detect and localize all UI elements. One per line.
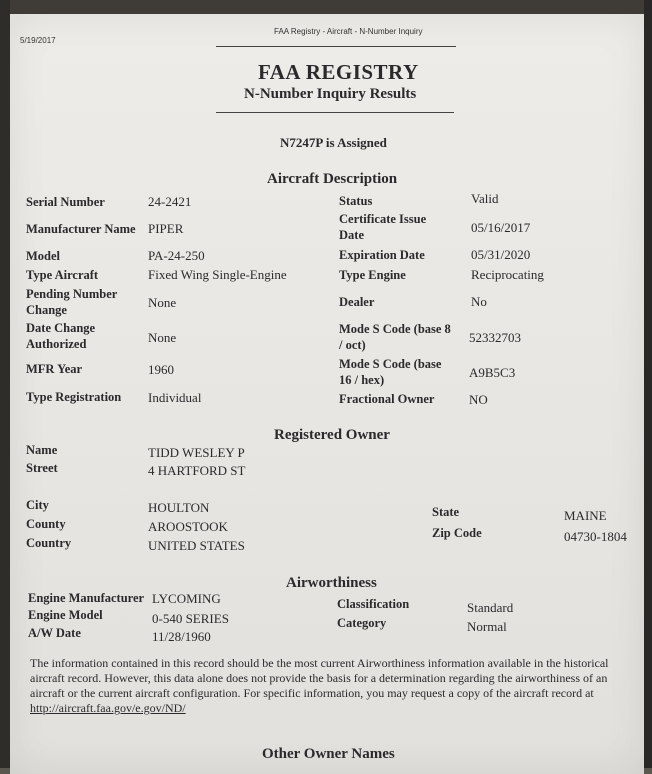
type-registration-value: Individual	[148, 390, 202, 405]
type-engine-value: Reciprocating	[471, 267, 544, 282]
pending-number-change-label: Pending Number	[26, 287, 118, 301]
date-change-authorized-value: None	[148, 330, 177, 345]
engine-manufacturer-label: Engine Manufacturer	[28, 591, 145, 605]
page-title: FAA REGISTRY	[258, 60, 419, 84]
model-value: PA-24-250	[148, 248, 205, 263]
print-date: 5/19/2017	[20, 36, 56, 45]
type-engine-label: Type Engine	[339, 268, 406, 282]
type-aircraft-value: Fixed Wing Single-Engine	[148, 267, 287, 282]
expiration-date-label: Expiration Date	[339, 248, 425, 262]
breadcrumb: FAA Registry - Aircraft - N-Number Inquiry	[274, 27, 423, 36]
owner-city-label: City	[26, 498, 49, 512]
date-change-authorized-label-2: Authorized	[26, 337, 87, 351]
owner-county-label: County	[26, 517, 66, 531]
serial-number-value: 24-2421	[148, 194, 192, 209]
manufacturer-name-label: Manufacturer Name	[26, 222, 136, 236]
certificate-issue-date-label: Certificate Issue	[339, 212, 427, 226]
serial-number-label: Serial Number	[26, 195, 105, 209]
owner-county-value: AROOSTOOK	[148, 519, 228, 534]
owner-zip-label: Zip Code	[432, 526, 482, 540]
airworthiness-disclaimer	[30, 656, 636, 716]
page-subtitle: N-Number Inquiry Results	[244, 86, 417, 102]
registration-status: N7247P is Assigned	[280, 135, 387, 150]
header-rule-bottom	[216, 112, 454, 113]
mode-s-hex-value: A9B5C3	[469, 365, 516, 380]
document-page	[10, 14, 644, 774]
owner-state-value: MAINE	[564, 508, 607, 523]
frame-right	[644, 0, 652, 768]
status-value: Valid	[471, 191, 499, 206]
fractional-owner-value: NO	[469, 392, 488, 407]
certificate-issue-date-value: 05/16/2017	[471, 220, 531, 235]
owner-name-value: TIDD WESLEY P	[148, 445, 245, 460]
owner-zip-value: 04730-1804	[564, 529, 627, 544]
mode-s-hex-label-2: 16 / hex)	[339, 373, 385, 387]
mfr-year-label: MFR Year	[26, 362, 83, 376]
engine-model-value: 0-540 SERIES	[152, 611, 229, 626]
frame-left	[0, 0, 10, 768]
dealer-label: Dealer	[339, 295, 375, 309]
engine-manufacturer-value: LYCOMING	[152, 591, 221, 606]
model-label: Model	[26, 249, 61, 263]
owner-name-label: Name	[26, 443, 58, 457]
owner-city-value: HOULTON	[148, 500, 210, 515]
category-label: Category	[337, 616, 387, 630]
status-label: Status	[339, 194, 373, 208]
header-rule-top	[216, 46, 456, 47]
section-other-owner-names: Other Owner Names	[262, 746, 395, 762]
disclaimer-text: The information contained in this record should be the most current Airworthiness information available in the historical aircraft record. However, this data alone does not provide the basis for a determination regarding the airworthiness of an aircraft or the current aircraft configuration. For specific information, you may request a copy of the aircraft record at	[30, 656, 609, 700]
classification-value: Standard	[467, 600, 514, 615]
section-aircraft-description: Aircraft Description	[267, 171, 398, 187]
owner-street-value: 4 HARTFORD ST	[148, 463, 246, 478]
expiration-date-value: 05/31/2020	[471, 247, 531, 262]
owner-street-label: Street	[26, 461, 58, 475]
manufacturer-name-value: PIPER	[148, 221, 184, 236]
pending-number-change-value: None	[148, 295, 177, 310]
mode-s-oct-label-2: / oct)	[339, 338, 366, 352]
aircraft-record-link[interactable]: http://aircraft.faa.gov/e.gov/ND/	[30, 701, 186, 715]
aw-date-value: 11/28/1960	[152, 629, 211, 644]
aw-date-label: A/W Date	[28, 626, 81, 640]
mode-s-oct-label: Mode S Code (base 8	[339, 322, 451, 336]
dealer-value: No	[471, 294, 487, 309]
fractional-owner-label: Fractional Owner	[339, 392, 435, 406]
section-registered-owner: Registered Owner	[274, 427, 390, 443]
mfr-year-value: 1960	[148, 362, 174, 377]
pending-number-change-label-2: Change	[26, 303, 67, 317]
category-value: Normal	[467, 619, 507, 634]
certificate-issue-date-label-2: Date	[339, 228, 364, 242]
mode-s-hex-label: Mode S Code (base	[339, 357, 442, 371]
section-airworthiness: Airworthiness	[286, 575, 377, 591]
owner-country-value: UNITED STATES	[148, 538, 245, 553]
mode-s-oct-value: 52332703	[469, 330, 521, 345]
type-registration-label: Type Registration	[26, 390, 122, 404]
engine-model-label: Engine Model	[28, 608, 103, 622]
type-aircraft-label: Type Aircraft	[26, 268, 99, 282]
date-change-authorized-label: Date Change	[26, 321, 96, 335]
owner-state-label: State	[432, 505, 460, 519]
owner-country-label: Country	[26, 536, 72, 550]
classification-label: Classification	[337, 597, 410, 611]
